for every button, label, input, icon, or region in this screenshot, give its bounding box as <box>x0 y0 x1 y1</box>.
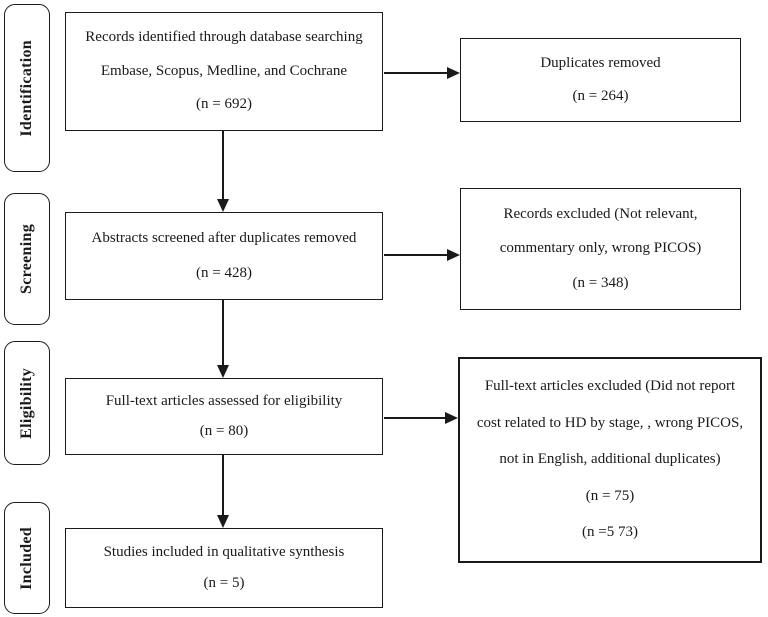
box-records-excluded <box>460 188 741 310</box>
stage-label-identification <box>4 4 50 172</box>
arrow-identification-to-duplicates-line <box>384 72 447 74</box>
arrow-eligibility-to-excluded-line <box>384 417 445 419</box>
arrow-screening-to-eligibility-head-icon <box>217 365 229 378</box>
arrow-eligibility-to-excluded-head-icon <box>445 412 458 424</box>
arrow-eligibility-to-included-head-icon <box>217 515 229 528</box>
box-abstracts-screened-count: (n = 428) <box>196 264 252 281</box>
arrow-screening-to-excluded-head-icon <box>447 249 460 261</box>
arrow-eligibility-to-included-line <box>222 455 224 515</box>
box-fulltext-excluded-count-1: (n = 75) <box>585 487 635 504</box>
box-duplicates-removed <box>460 38 741 122</box>
arrow-identification-to-screening-head-icon <box>217 199 229 212</box>
arrow-identification-to-screening-line <box>222 131 224 199</box>
box-fulltext-excluded-line-3: not in English, additional duplicates) <box>499 451 721 468</box>
box-duplicates-removed-count: (n = 264) <box>572 87 629 104</box>
box-studies-included-line-1: Studies included in qualitative synthesis <box>103 543 345 560</box>
stage-label-eligibility-text: Eligibility <box>18 367 35 439</box>
stage-label-eligibility <box>4 341 50 465</box>
arrow-screening-to-excluded-line <box>384 254 447 256</box>
box-records-identified-count: (n = 692) <box>196 96 252 113</box>
box-fulltext-excluded-count-2: (n =5 73) <box>582 524 638 541</box>
box-records-excluded-line-1: Records excluded (Not relevant, <box>503 206 698 223</box>
box-records-identified <box>65 12 383 131</box>
stage-label-identification-text: Identification <box>18 39 35 137</box>
box-records-identified-line-2: Embase, Scopus, Medline, and Cochrane <box>100 62 348 79</box>
arrow-identification-to-duplicates-head-icon <box>447 67 460 79</box>
box-studies-included-count: (n = 5) <box>203 575 245 592</box>
arrow-screening-to-eligibility-line <box>222 300 224 365</box>
box-records-identified-line-1: Records identified through database searching <box>85 29 363 46</box>
stage-label-included-text: Included <box>18 526 35 590</box>
box-duplicates-removed-line-1: Duplicates removed <box>540 54 661 71</box>
box-fulltext-excluded <box>458 357 762 563</box>
box-studies-included <box>65 528 383 608</box>
stage-label-screening <box>4 193 50 325</box>
box-abstracts-screened-line-1: Abstracts screened after duplicates removed <box>91 230 357 247</box>
box-records-excluded-line-2: commentary only, wrong PICOS) <box>499 240 702 257</box>
box-abstracts-screened <box>65 212 383 300</box>
box-fulltext-assessed-line-1: Full-text articles assessed for eligibility <box>105 392 343 409</box>
box-fulltext-assessed <box>65 378 383 455</box>
box-fulltext-excluded-line-2: cost related to HD by stage, , wrong PICOS, <box>476 414 744 431</box>
stage-label-included <box>4 502 50 614</box>
box-fulltext-excluded-line-1: Full-text articles excluded (Did not report <box>484 378 736 395</box>
stage-label-screening-text: Screening <box>18 224 35 294</box>
box-fulltext-assessed-count: (n = 80) <box>199 423 249 440</box>
box-records-excluded-count: (n = 348) <box>572 274 629 291</box>
